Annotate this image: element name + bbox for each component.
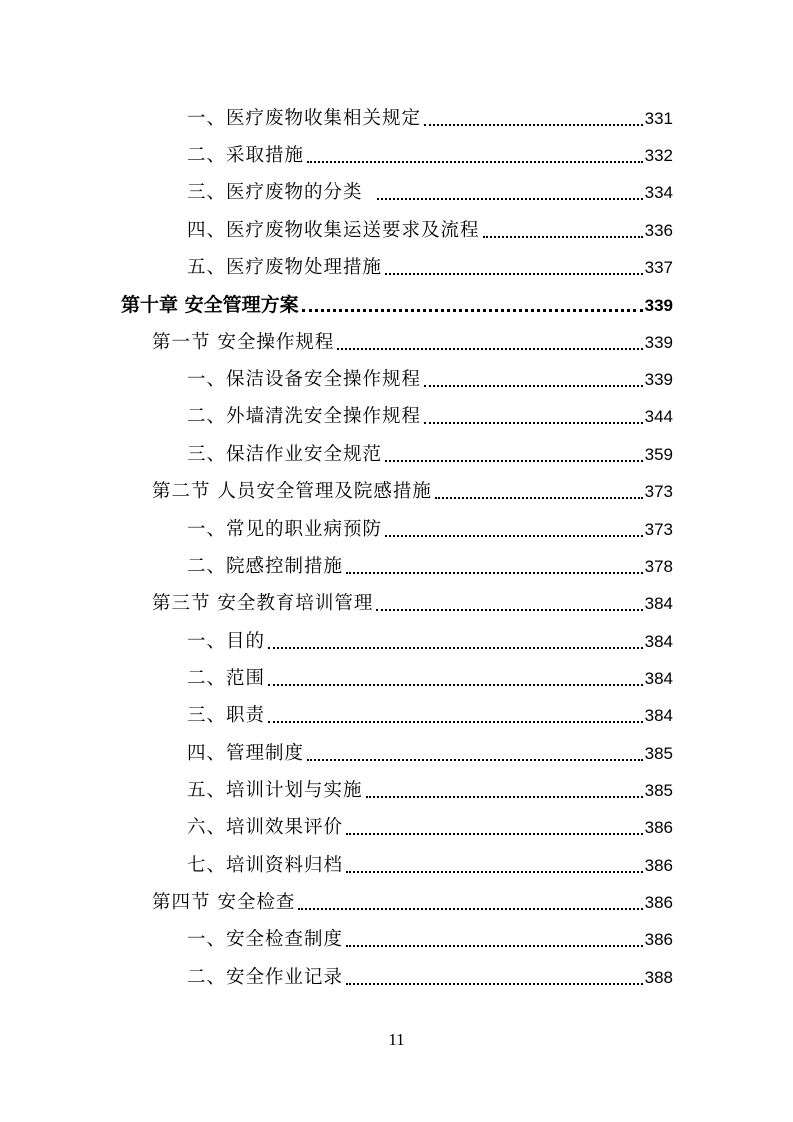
toc-entry-title: 三、职责 [187, 705, 266, 726]
toc-entry[interactable] [187, 365, 673, 395]
toc-chapter-entry[interactable] [121, 290, 673, 320]
toc-section-entry[interactable] [152, 477, 673, 507]
toc-entry-title: 五、培训计划与实施 [187, 780, 363, 801]
dot-leader [346, 945, 643, 947]
toc-entry-title: 第十章 安全管理方案 [121, 294, 299, 316]
dot-leader [385, 273, 643, 275]
toc-entry-page: 386 [644, 930, 673, 949]
dot-leader [385, 460, 643, 462]
dot-leader [346, 983, 643, 985]
toc-entry[interactable] [187, 440, 673, 470]
toc-entry[interactable] [187, 515, 673, 545]
toc-entry[interactable] [187, 963, 673, 993]
dot-leader [268, 647, 643, 649]
toc-entry-page: 334 [644, 183, 673, 202]
toc-entry-title: 一、常见的职业病预防 [187, 519, 383, 540]
dot-leader [346, 572, 643, 574]
dot-leader [435, 497, 643, 499]
toc-entry-page: 339 [644, 296, 673, 315]
toc-entry[interactable] [187, 776, 673, 806]
dot-leader [268, 684, 643, 686]
dot-leader [298, 908, 642, 910]
toc-entry-page: 344 [644, 407, 673, 426]
toc-entry-title: 六、培训效果评价 [187, 817, 344, 838]
dot-leader [424, 124, 643, 126]
toc-entry[interactable] [187, 701, 673, 731]
toc-entry[interactable] [187, 178, 673, 208]
toc-entry-title: 二、院感控制措施 [187, 556, 344, 577]
toc-entry[interactable] [187, 141, 673, 171]
toc-entry-page: 339 [644, 370, 673, 389]
toc-entry-title: 三、保洁作业安全规范 [187, 444, 383, 465]
toc-entry[interactable] [187, 627, 673, 657]
toc-entry-page: 359 [644, 445, 673, 464]
toc-section-entry[interactable] [152, 589, 673, 619]
toc-entry-page: 388 [644, 968, 673, 987]
toc-section-entry[interactable] [152, 328, 673, 358]
toc-entry-page: 386 [644, 818, 673, 837]
dot-leader [377, 198, 643, 200]
dot-leader [337, 348, 642, 350]
dot-leader [376, 609, 642, 611]
toc-entry[interactable] [187, 552, 673, 582]
toc-entry-page: 386 [644, 893, 673, 912]
dot-leader [302, 309, 643, 312]
dot-leader [346, 871, 643, 873]
dot-leader [366, 796, 643, 798]
toc-entry-title: 三、医疗废物的分类 [187, 182, 363, 203]
toc-entry-page: 384 [644, 669, 673, 688]
toc-entry-page: 373 [644, 482, 673, 501]
dot-leader [346, 833, 643, 835]
dot-leader [268, 721, 643, 723]
toc-entry-page: 336 [644, 221, 673, 240]
toc-entry[interactable] [187, 104, 673, 134]
toc-entry-title: 二、采取措施 [187, 145, 305, 166]
toc-entry-title: 二、安全作业记录 [187, 967, 344, 988]
toc-entry[interactable] [187, 402, 673, 432]
toc-entry-title: 四、医疗废物收集运送要求及流程 [187, 220, 480, 241]
toc-entry-page: 384 [644, 594, 673, 613]
toc-entry-page: 332 [644, 146, 673, 165]
toc-entry-title: 一、保洁设备安全操作规程 [187, 369, 422, 390]
toc-entry-title: 第四节 安全检查 [152, 892, 296, 913]
toc-entry-title: 第三节 安全教育培训管理 [152, 593, 374, 614]
toc-entry-page: 337 [644, 258, 673, 277]
page-number: 11 [388, 1030, 405, 1049]
toc-entry-page: 384 [644, 632, 673, 651]
toc-entry[interactable] [187, 739, 673, 769]
toc-entry-title: 五、医疗废物处理措施 [187, 257, 383, 278]
dot-leader [385, 535, 643, 537]
dot-leader [424, 385, 643, 387]
dot-leader [307, 161, 643, 163]
toc-entry[interactable] [187, 253, 673, 283]
dot-leader [483, 236, 643, 238]
toc-entry-title: 一、安全检查制度 [187, 929, 344, 950]
toc-entry-page: 385 [644, 744, 673, 763]
toc-entry-page: 386 [644, 856, 673, 875]
toc-entry-title: 二、范围 [187, 668, 266, 689]
toc-entry-title: 第一节 安全操作规程 [152, 332, 335, 353]
toc-entry[interactable] [187, 851, 673, 881]
toc-entry-title: 二、外墙清洗安全操作规程 [187, 406, 422, 427]
toc-entry[interactable] [187, 813, 673, 843]
dot-leader [307, 759, 643, 761]
toc-entry-title: 一、目的 [187, 631, 266, 652]
toc-entry-title: 四、管理制度 [187, 743, 305, 764]
toc-entry-page: 331 [644, 109, 673, 128]
toc-entry-title: 七、培训资料归档 [187, 855, 344, 876]
toc-entry-page: 384 [644, 706, 673, 725]
toc-entry-page: 385 [644, 781, 673, 800]
toc-section-entry[interactable] [152, 888, 673, 918]
toc-entry-title: 第二节 人员安全管理及院感措施 [152, 481, 432, 502]
toc-entry[interactable] [187, 664, 673, 694]
toc-entry-page: 373 [644, 520, 673, 539]
toc-entry-page: 339 [644, 333, 673, 352]
dot-leader [424, 422, 643, 424]
toc-entry[interactable] [187, 925, 673, 955]
toc-entry-title: 一、医疗废物收集相关规定 [187, 108, 422, 129]
toc-entry-page: 378 [644, 557, 673, 576]
toc-entry[interactable] [187, 216, 673, 246]
